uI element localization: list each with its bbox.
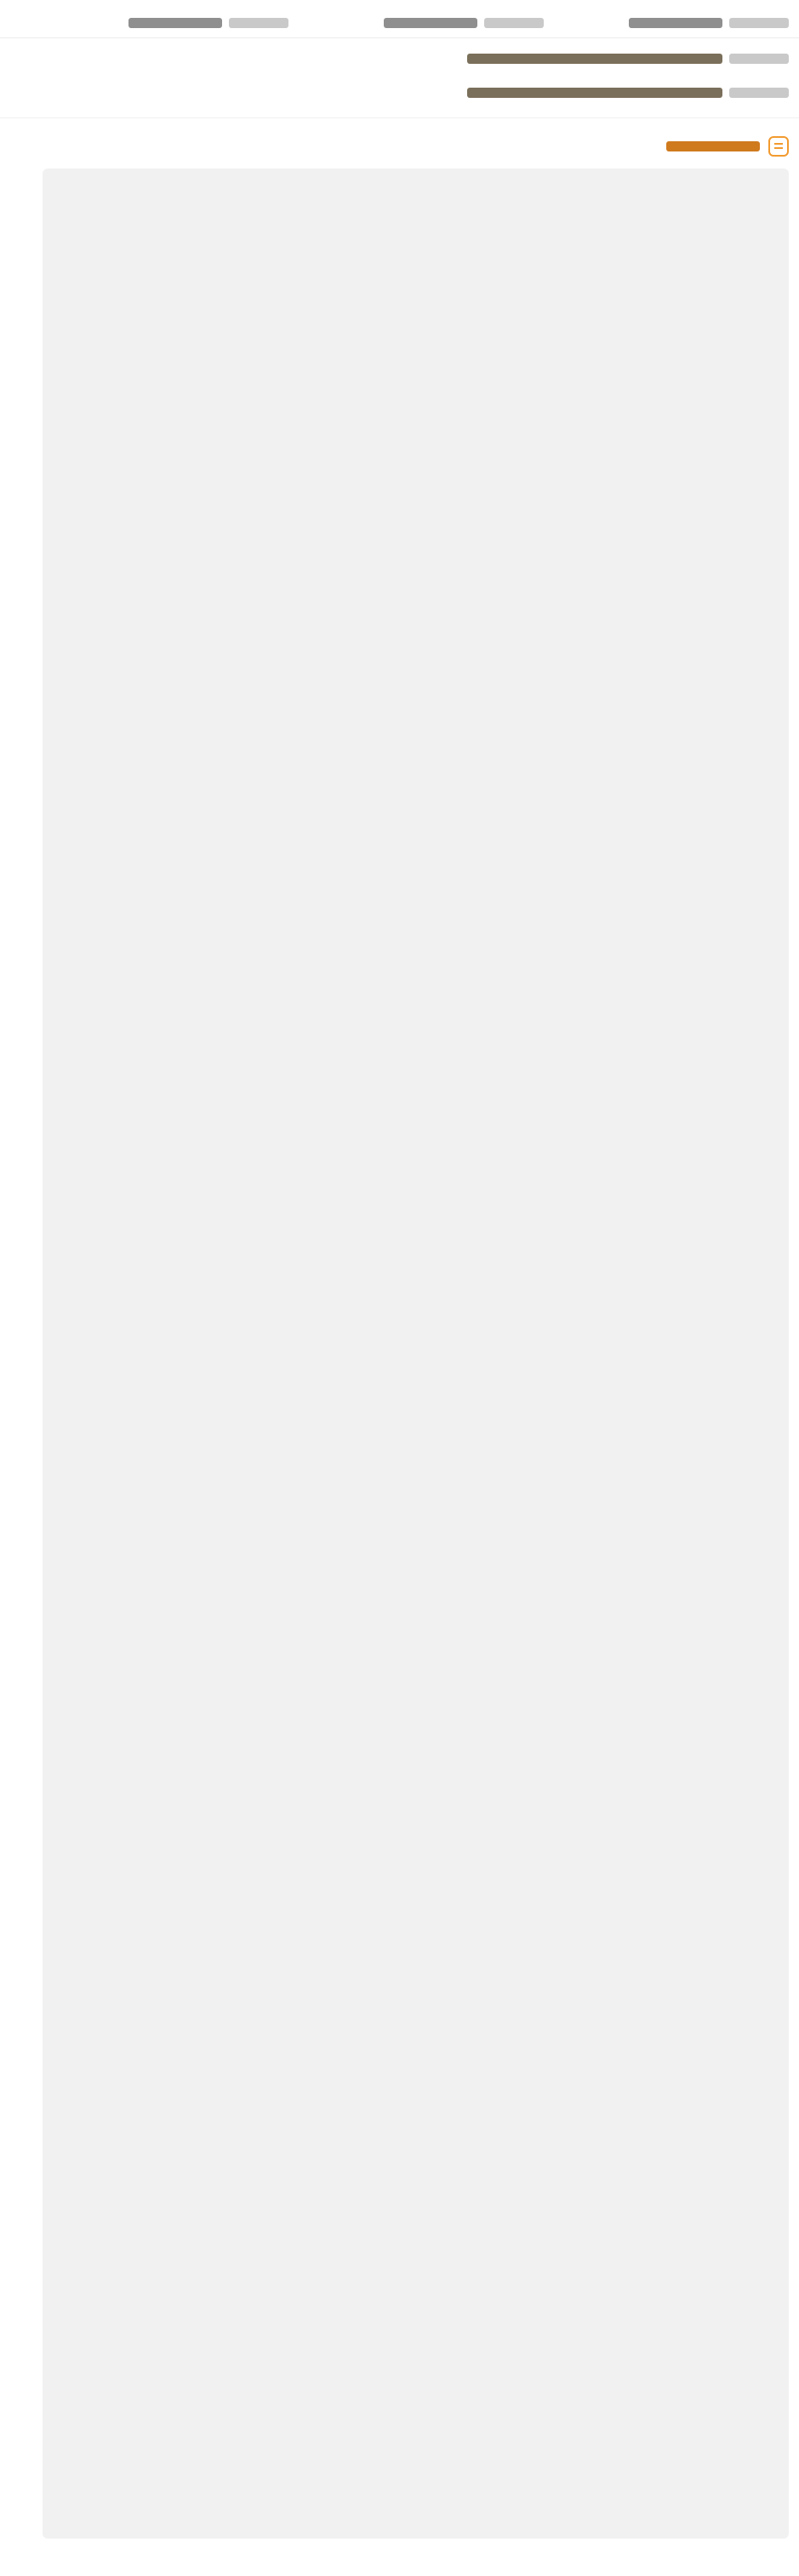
document-icon bbox=[768, 136, 789, 157]
file-number-row bbox=[374, 12, 544, 34]
subject-row bbox=[346, 82, 789, 104]
issue-date-value bbox=[128, 18, 222, 28]
issuer-label bbox=[729, 54, 789, 64]
notice-body-panel bbox=[43, 168, 789, 2539]
notice-title-text bbox=[666, 141, 760, 151]
issuer-row bbox=[346, 48, 789, 70]
file-number-label bbox=[484, 18, 544, 28]
notice-id-value bbox=[629, 18, 722, 28]
issue-date-row bbox=[118, 12, 288, 34]
notice-id-row bbox=[619, 12, 789, 34]
subject-divider bbox=[0, 117, 799, 118]
issue-date-label bbox=[229, 18, 288, 28]
header-divider bbox=[0, 37, 799, 38]
subject-label bbox=[729, 88, 789, 98]
subject-value bbox=[467, 88, 722, 98]
notice-text-title bbox=[619, 134, 789, 158]
issuer-value bbox=[467, 54, 722, 64]
file-number-value bbox=[384, 18, 477, 28]
notice-id-label bbox=[729, 18, 789, 28]
notice-header bbox=[0, 0, 799, 111]
